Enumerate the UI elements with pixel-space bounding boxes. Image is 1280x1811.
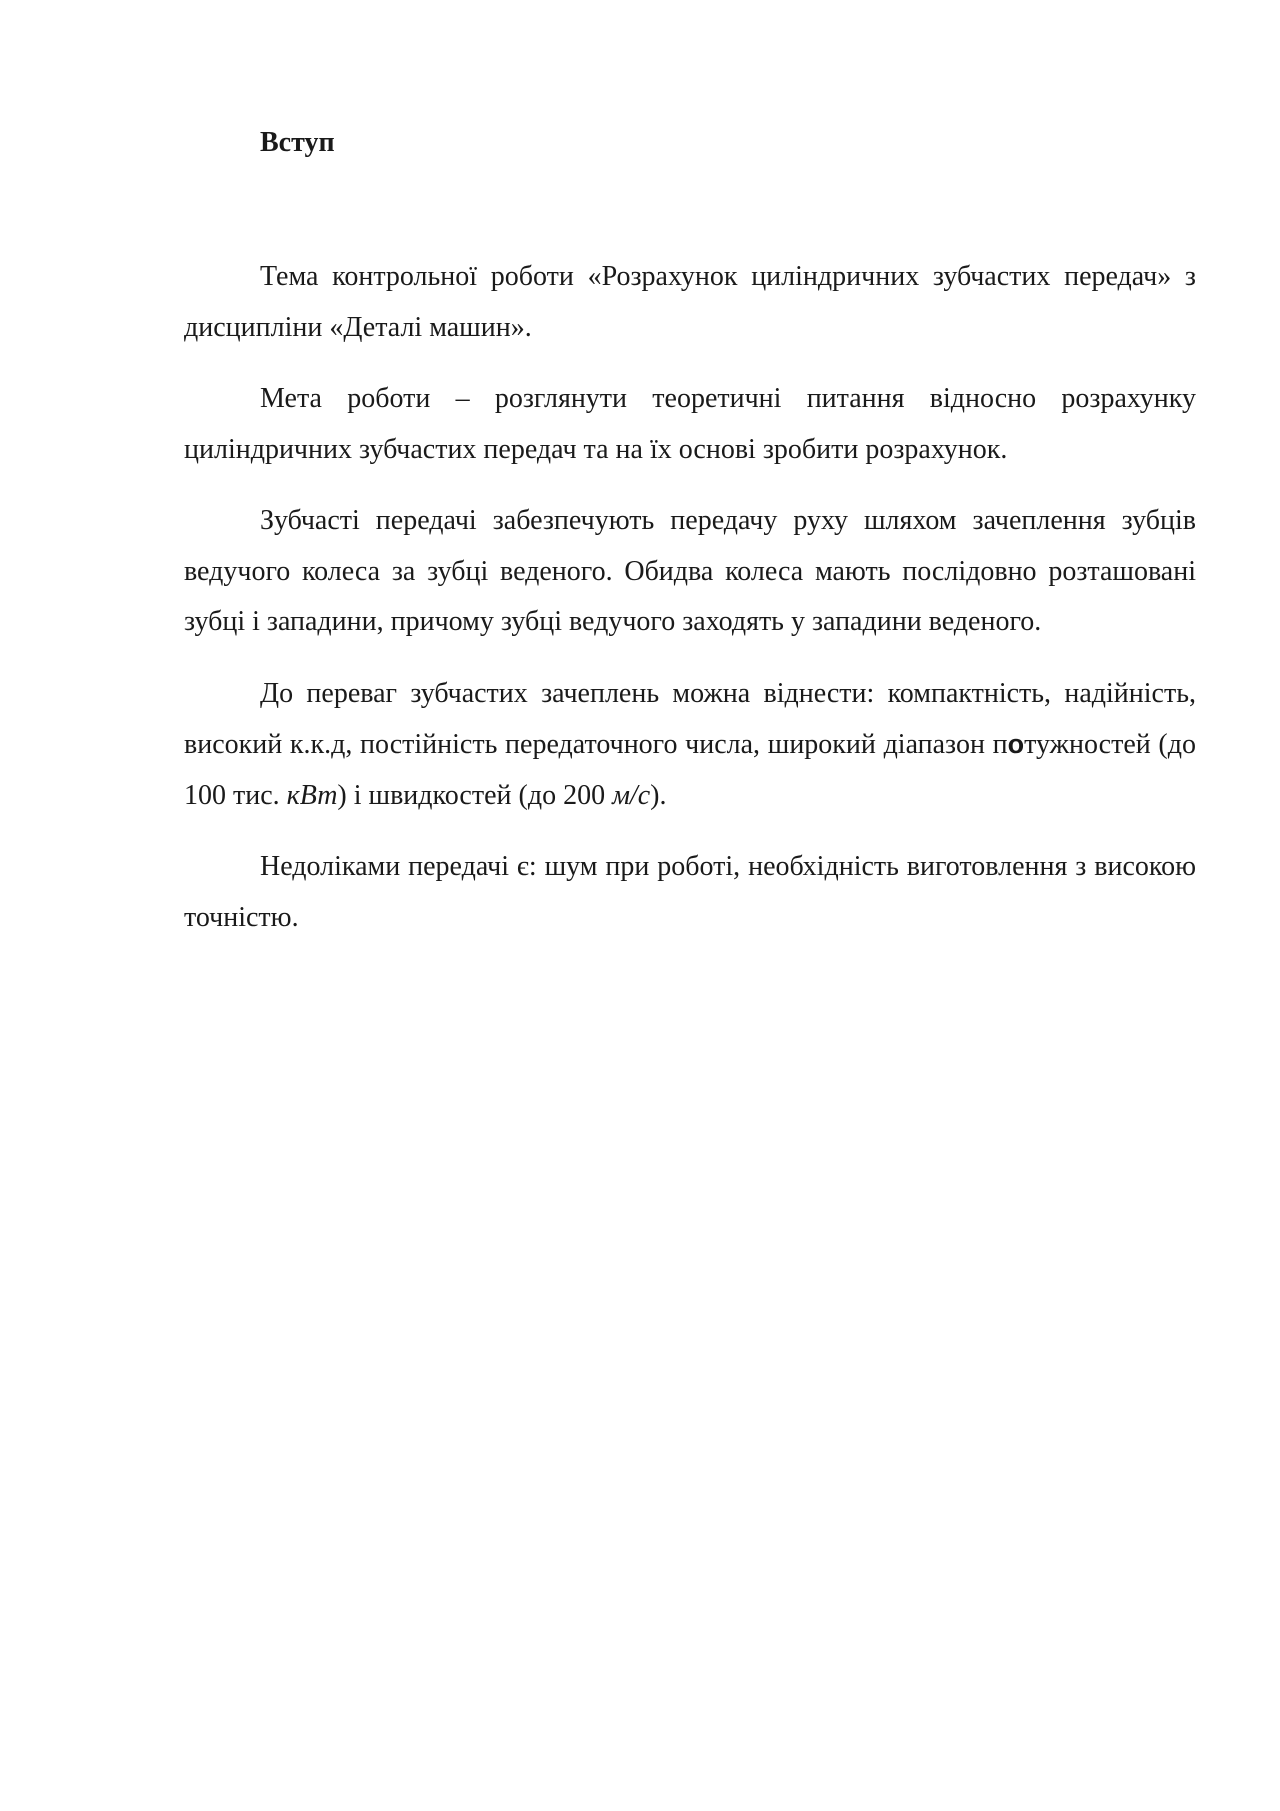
paragraph-gear-description: Зубчасті передачі забезпечують передачу руху шляхом зачеплення зубців ведучого колеса за зубці веденого. Обидва колеса мають послідовно розташовані зубці і западини, причому зубці ведучого заходять у западини веденого. <box>184 505 1196 637</box>
unit-speed: м/с <box>612 779 651 811</box>
advantages-text-4: ). <box>650 779 667 811</box>
advantages-odd-glyph: о <box>1007 729 1025 759</box>
advantages-text-3: ) і швидкостей (до 200 <box>337 779 613 811</box>
unit-power: кВт <box>286 779 338 811</box>
paragraph-goal: Мета роботи – розглянути теоретичні питання відносно розрахунку циліндричних зубчастих передач та на їх основі зробити розрахунок. <box>184 383 1196 465</box>
section-heading: Вступ <box>260 127 335 158</box>
document-body <box>184 118 1196 943</box>
paragraph-disadvantages: Недоліками передачі є: шум при роботі, необхідність виготовлення з високою точністю. <box>184 851 1196 933</box>
advantages-text-2: тужностей (до 100 тис. <box>184 729 1196 811</box>
paragraph-advantages <box>184 669 1196 822</box>
paragraph-topic: Тема контрольної роботи «Розрахунок циліндричних зубчастих передач» з дисципліни «Деталі машин». <box>184 261 1196 343</box>
advantages-text-1: До переваг зубчастих зачеплень можна віднести: компактність, надійність, високий к.к.д, постійність передаточного числа, широкий діапазон п <box>184 677 1196 760</box>
